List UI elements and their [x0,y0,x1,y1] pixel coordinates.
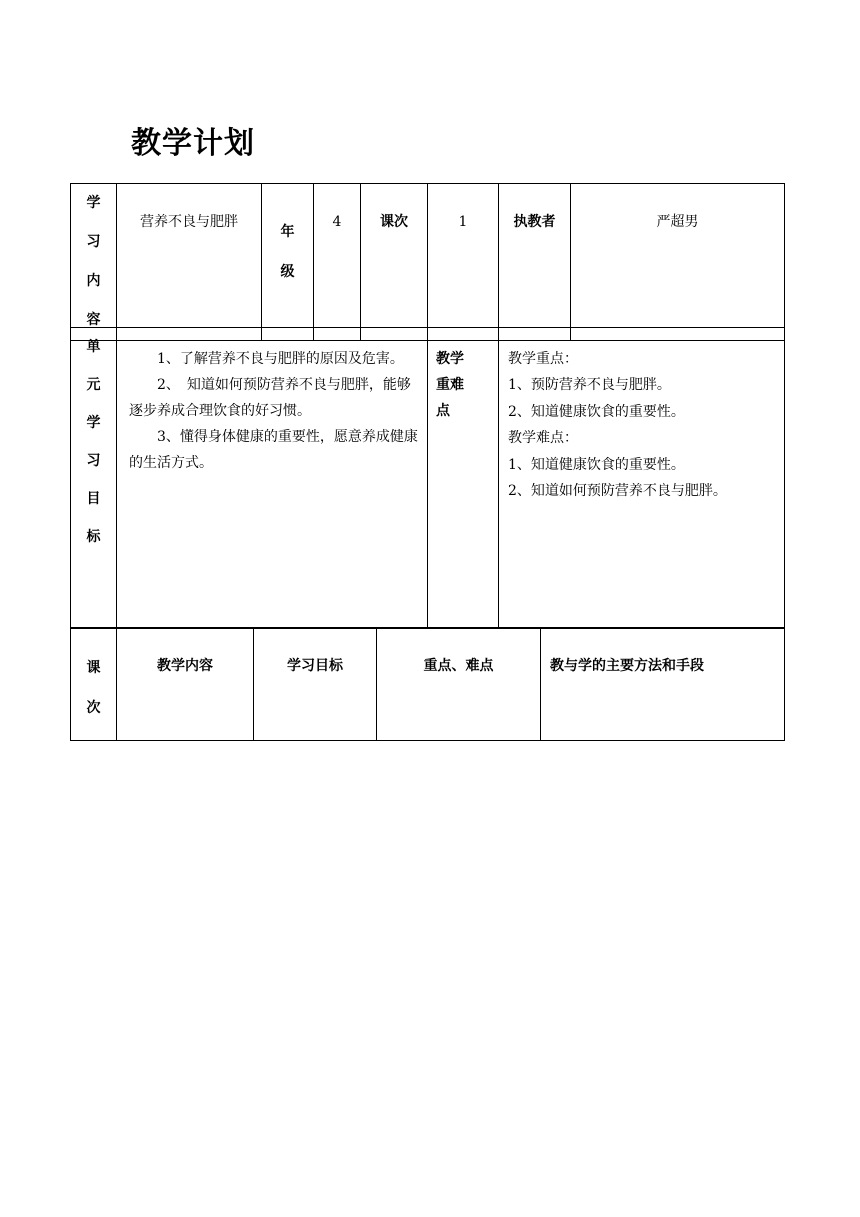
lesson-label: 课次 [361,184,428,341]
key-point-item: 1、预防营养不良与肥胖。 [508,377,671,394]
lesson-number-label: 课 次 [71,628,117,741]
header-info-table [70,183,785,341]
difficult-point-item: 1、知道健康饮食的重要性。 [508,456,685,473]
difficult-point-item: 2、知道如何预防营养不良与肥胖。 [508,483,727,500]
page-title: 教学计划 [131,126,255,161]
column-header: 学习目标 [254,628,377,741]
column-header: 教学内容 [117,628,254,741]
unit-objectives-table [70,327,785,629]
column-header: 重点、难点 [377,628,541,741]
column-header: 教与学的主要方法和手段 [541,628,785,741]
objectives-list [117,328,428,629]
objective-item: 3、懂得身体健康的重要性，愿意养成健康的生活方式。 [129,429,418,471]
objectives-label: 单 元 学 习 目 标 [71,328,117,629]
content-label: 学 习 内 容 [71,184,117,341]
objective-item: 2、 知道如何预防营养不良与肥胖，能够逐步养成合理饮食的好习惯。 [129,377,411,419]
difficult-points-title: 教学难点： [508,430,578,447]
key-difficult-label: 教学 重难 点 [428,328,499,629]
lesson-plan-table [70,627,785,741]
teacher-label: 执教者 [499,184,571,341]
teacher-value: 严超男 [571,184,785,341]
key-points-title: 教学重点： [508,351,578,367]
grade-label: 年 级 [262,184,314,341]
lesson-value: 1 [428,184,499,341]
key-point-item: 2、知道健康饮食的重要性。 [508,403,685,420]
objective-item: 1、了解营养不良与肥胖的原因及危害。 [157,351,404,367]
key-difficult-points [499,328,785,629]
content-value: 营养不良与肥胖 [117,184,262,341]
grade-value: 4 [314,184,361,341]
